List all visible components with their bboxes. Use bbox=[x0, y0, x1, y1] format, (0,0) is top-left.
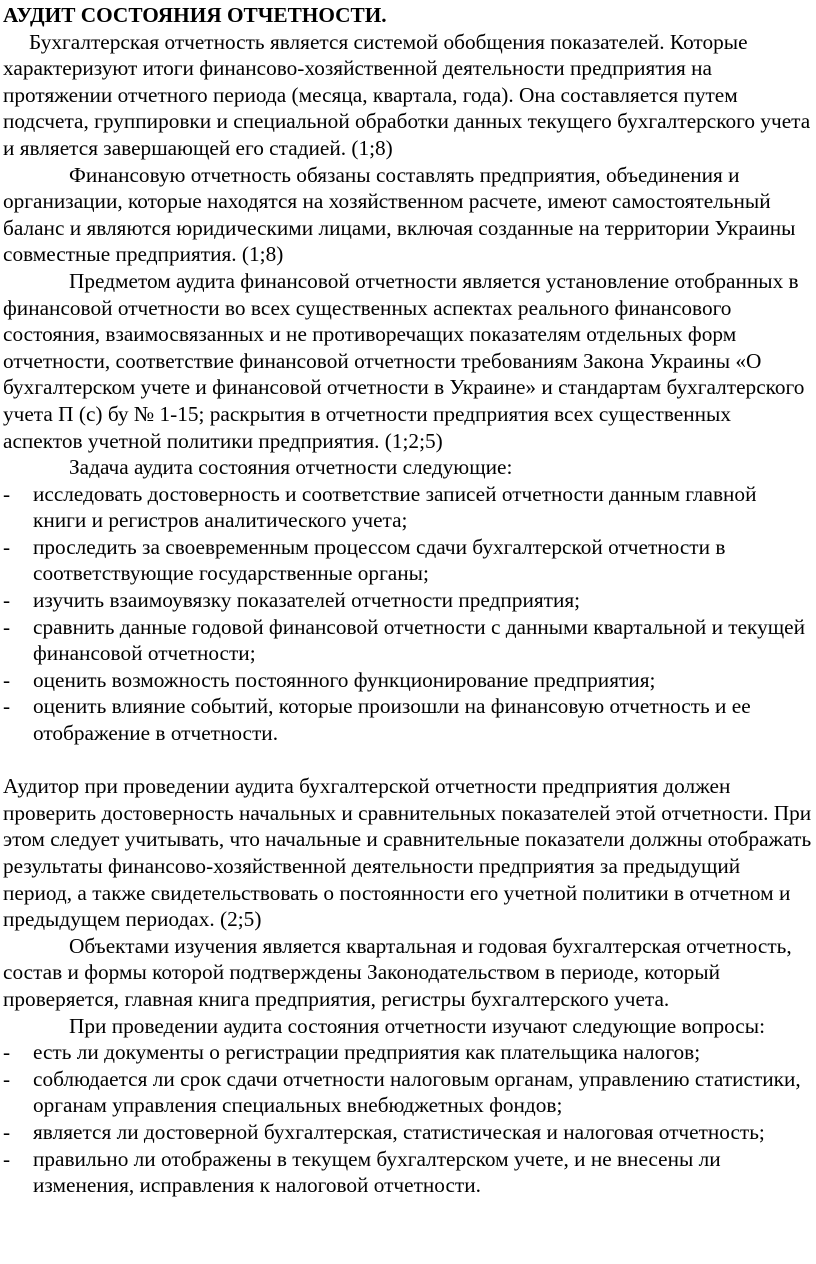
paragraph-subject: Предметом аудита финансовой отчетности является установление отобранных в финансовой отчетности во всех существенных аспектах реального финансового состояния, взаимосвязанных и не противоречащих показателям отдельных форм отчетности, соответствие финансовой отчетности требованиям Закона Украины «О бухгалтерском учете и финансовой отчетности в Украине» и стандартам бухгалтерского учета П (с) бу № 1-15; раскрытия в отчетности предприятия всех существенных аспектов учетной политики предприятия. (1;2;5) bbox=[3, 268, 805, 453]
list-item bbox=[3, 534, 813, 587]
questions-list bbox=[3, 1039, 813, 1199]
dash-marker: - bbox=[3, 1040, 11, 1065]
paragraph-auditor: Аудитор при проведении аудита бухгалтерской отчетности предприятия должен проверить достоверность начальных и сравнительных показателей этой отчетности. При этом следует учитывать, что начальные и сравнительные показатели должны отображать результаты финансово-хозяйственной деятельности предприятия за предыдущий период, а также свидетельствовать о постоянности его учетной политики в отчетном и предыдущем периодах. (2;5) bbox=[3, 774, 812, 932]
paragraph-obligation: Финансовую отчетность обязаны составлять предприятия, объединения и организации, которые находятся на хозяйственном расчете, имеют самостоятельный баланс и являются юридическими лицами, включая созданные на территории Украины совместные предприятия. (1;8) bbox=[3, 162, 796, 267]
dash-marker: - bbox=[3, 694, 11, 719]
list-item-text: оценить влияние событий, которые произошли на финансовую отчетность и ее отображение в отчетности. bbox=[33, 694, 751, 746]
list-item-text: изучить взаимоувязку показателей отчетности предприятия; bbox=[33, 588, 581, 613]
paragraph-definition: Бухгалтерская отчетность является системой обобщения показателей. Которые характеризуют итоги финансово-хозяйственной деятельности предприятия на протяжении отчетного периода (месяца, квартала, года). Она составляется путем подсчета, группировки и специальной обработки данных текущего бухгалтерского учета и является завершающей его стадией. (1;8) bbox=[3, 29, 811, 160]
list-item bbox=[3, 614, 813, 667]
list-item bbox=[3, 1066, 813, 1119]
list-item bbox=[3, 481, 813, 534]
list-item bbox=[3, 1039, 813, 1066]
blank-line bbox=[3, 747, 813, 774]
list-item-text: оценить возможность постоянного функционирование предприятия; bbox=[33, 667, 656, 692]
list-item-text: соблюдается ли срок сдачи отчетности налоговым органам, управлению статистики, органам управления специальных внебюджетных фондов; bbox=[33, 1066, 801, 1118]
dash-marker: - bbox=[3, 1119, 11, 1144]
list-item bbox=[3, 587, 813, 614]
list-item bbox=[3, 1119, 813, 1146]
dash-marker: - bbox=[3, 534, 11, 559]
list-item-text: есть ли документы о регистрации предприятия как плательщика налогов; bbox=[33, 1040, 701, 1065]
dash-marker: - bbox=[3, 588, 11, 613]
list-item-text: проследить за своевременным процессом сдачи бухгалтерской отчетности в соответствующие государственные органы; bbox=[33, 534, 726, 586]
list-item bbox=[3, 693, 813, 746]
dash-marker: - bbox=[3, 481, 11, 506]
document-title: АУДИТ СОСТОЯНИЯ ОТЧЕТНОСТИ. bbox=[3, 3, 387, 27]
list-item-text: сравнить данные годовой финансовой отчетности с данными квартальной и текущей финансовой отчетности; bbox=[33, 614, 805, 666]
list-item-text: является ли достоверной бухгалтерская, статистическая и налоговая отчетность; bbox=[33, 1119, 765, 1144]
list-item-text: исследовать достоверность и соответствие записей отчетности данным главной книги и регистров аналитического учета; bbox=[33, 481, 757, 533]
tasks-list bbox=[3, 481, 813, 747]
paragraph-objects: Объектами изучения является квартальная и годовая бухгалтерская отчетность, состав и формы которой подтверждены Законодательством в периоде, который проверяется, главная книга предприятия, регистры бухгалтерского учета. bbox=[3, 933, 792, 1011]
dash-marker: - bbox=[3, 1146, 11, 1171]
list-item-text: правильно ли отображены в текущем бухгалтерском учете, и не внесены ли изменения, исправления к налоговой отчетности. bbox=[33, 1146, 721, 1198]
paragraph-questions-intro: При проведении аудита состояния отчетности изучают следующие вопросы: bbox=[69, 1013, 765, 1038]
dash-marker: - bbox=[3, 1066, 11, 1091]
list-item bbox=[3, 667, 813, 694]
paragraph-tasks-intro: Задача аудита состояния отчетности следующие: bbox=[69, 455, 513, 480]
list-item bbox=[3, 1146, 813, 1199]
dash-marker: - bbox=[3, 667, 11, 692]
dash-marker: - bbox=[3, 614, 11, 639]
document-page bbox=[3, 2, 813, 1199]
